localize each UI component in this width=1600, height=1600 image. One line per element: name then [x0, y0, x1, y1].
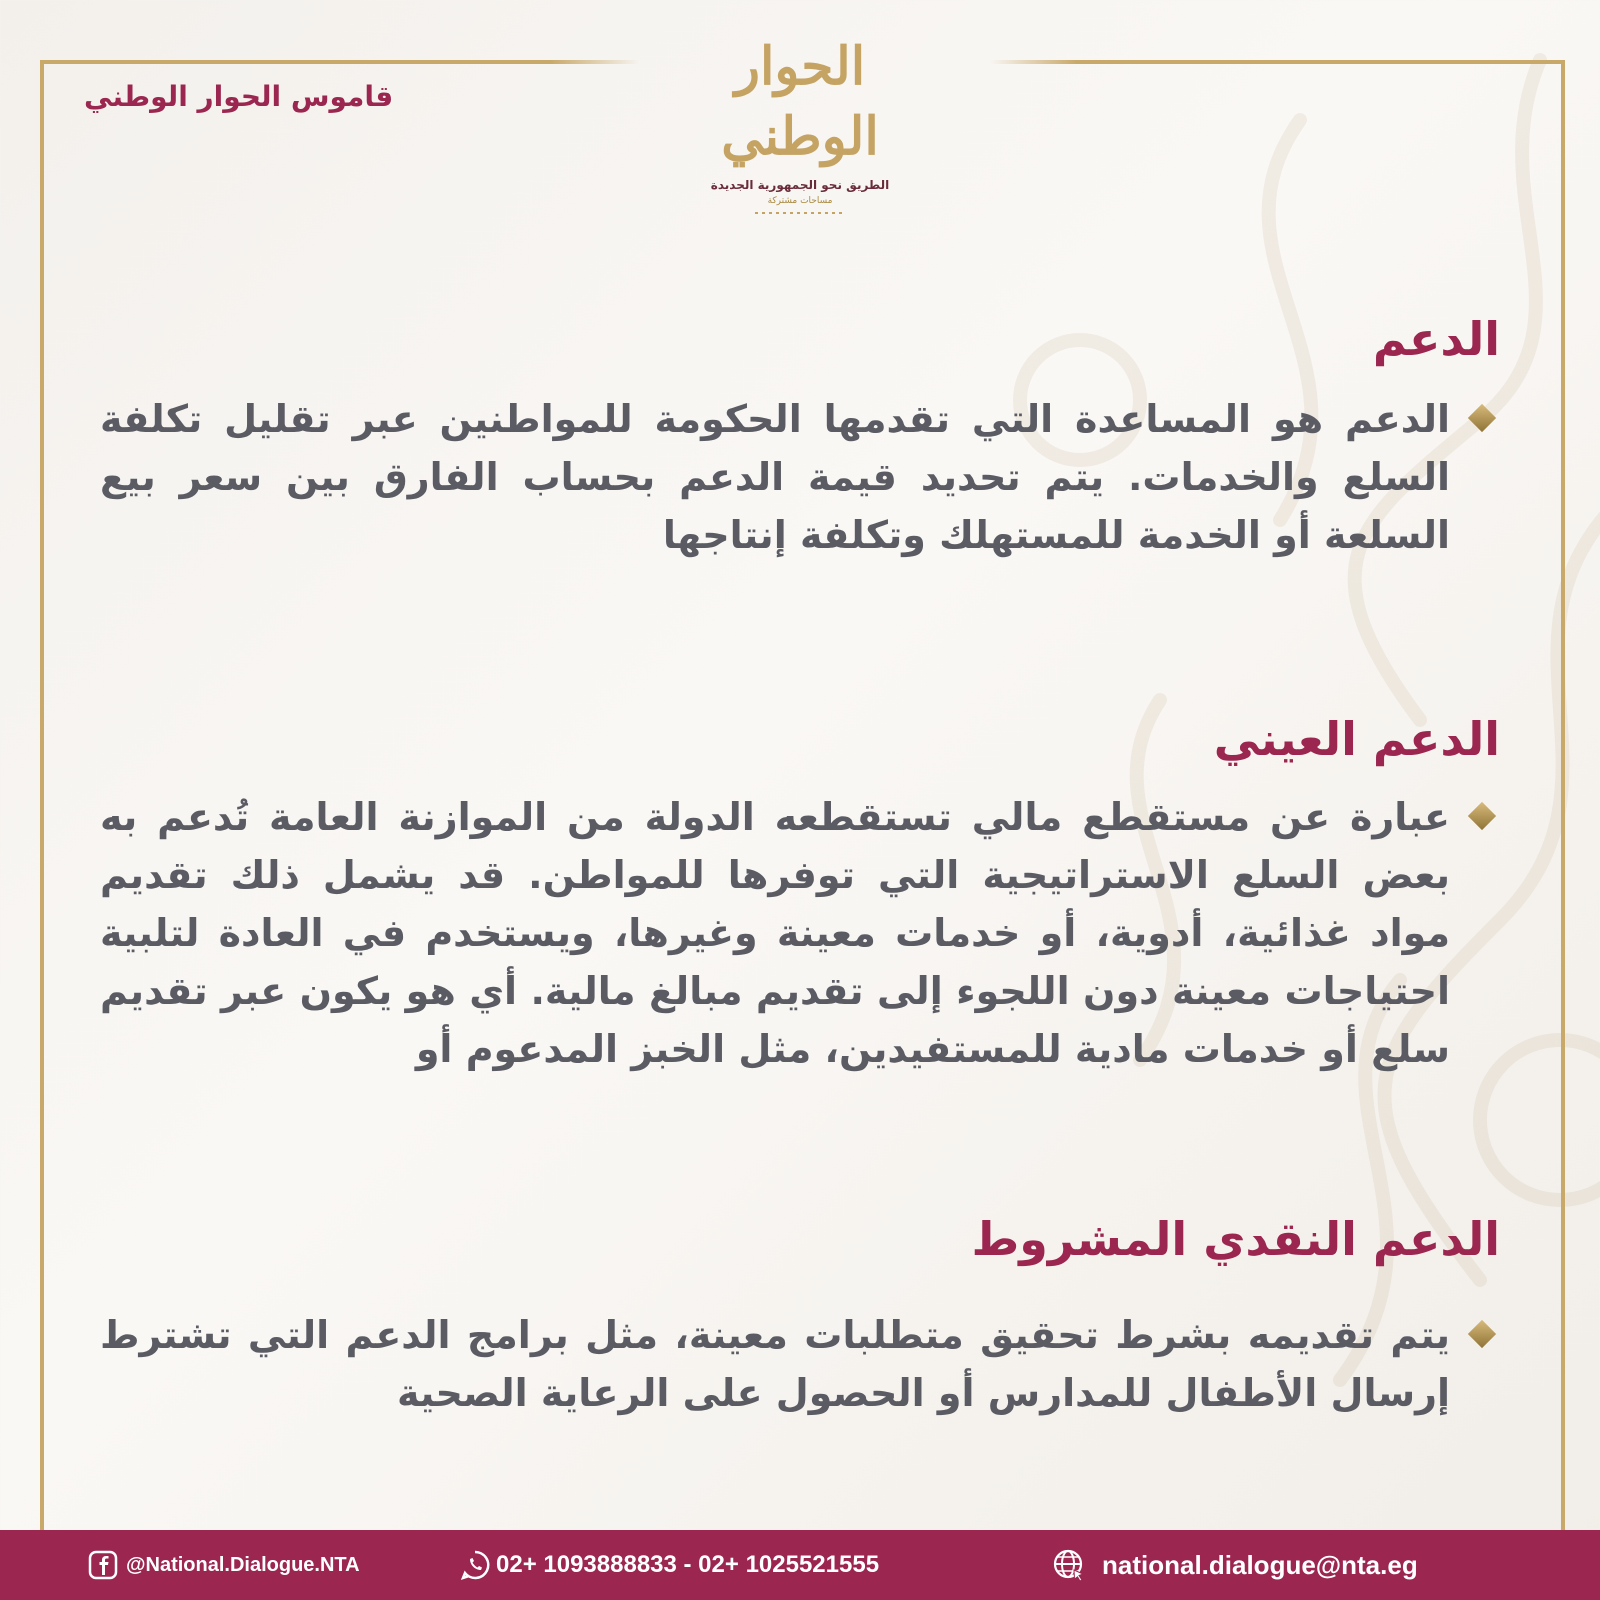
national-dialogue-logo [680, 28, 920, 206]
globe-icon [1052, 1548, 1086, 1582]
section-paragraph [100, 390, 1500, 564]
section-conditional-cash-subsidy [100, 1212, 1500, 1422]
phone-contact[interactable] [458, 1530, 879, 1600]
section-heading: الدعم النقدي المشروط [971, 1212, 1500, 1266]
contact-footer [0, 1530, 1600, 1600]
email-address: national.dialogue@nta.eg [1102, 1549, 1418, 1580]
frame-top-left-line [40, 60, 640, 64]
section-paragraph [100, 788, 1500, 1078]
phone-numbers: 02+ 1093888833 - 02+ 1025521555 [496, 1551, 880, 1578]
section-subsidy [100, 312, 1500, 564]
logo-tagline: الطريق نحو الجمهورية الجديدة [710, 178, 890, 192]
section-heading: الدعم [1372, 312, 1500, 366]
section-in-kind-subsidy [100, 712, 1500, 1078]
facebook-handle: @National.Dialogue.NTA [126, 1553, 360, 1576]
section-body: الدعم هو المساعدة التي تقدمها الحكومة للمواطنين عبر تقليل تكلفة السلع والخدمات. يتم تحديد قيمة الدعم بحساب الفارق بين سعر بيع السلعة أو الخدمة للمستهلك وتكلفة إنتاجها [100, 397, 1450, 557]
logo-calligraphy: الحوار الوطني [721, 36, 879, 167]
facebook-contact[interactable] [86, 1530, 360, 1600]
section-paragraph [100, 1306, 1500, 1422]
section-body: عبارة عن مستقطع مالي تستقطعه الدولة من الموازنة العامة تُدعم به بعض السلع الاستراتيجية التي توفرها للمواطن. قد يشمل ذلك تقديم مواد غذائية، أدوية، أو خدمات معينة وغيرها، ويستخدم في العادة لتلبية احتياجات معينة دون اللجوء إلى تقديم مبالغ مالية. أي هو يكون عبر تقديم سلع أو خدمات مادية للمستفيدين، مثل الخبز المدعوم أو [100, 795, 1450, 1071]
logo-dots [755, 212, 845, 214]
diamond-bullet-icon [1468, 404, 1496, 432]
facebook-icon [86, 1548, 120, 1582]
diamond-bullet-icon [1468, 802, 1496, 830]
section-body: يتم تقديمه بشرط تحقيق متطلبات معينة، مثل برامج الدعم التي تشترط إرسال الأطفال للمدارس أو الحصول على الرعاية الصحية [100, 1313, 1450, 1415]
email-contact[interactable] [1052, 1530, 1418, 1600]
whatsapp-icon [458, 1548, 492, 1582]
frame-top-right-line [990, 60, 1565, 64]
dictionary-title: قاموس الحوار الوطني [84, 80, 394, 113]
diamond-bullet-icon [1468, 1320, 1496, 1348]
logo-subtitle: مساحات مشتركة [767, 196, 833, 206]
section-heading: الدعم العيني [1213, 712, 1500, 766]
